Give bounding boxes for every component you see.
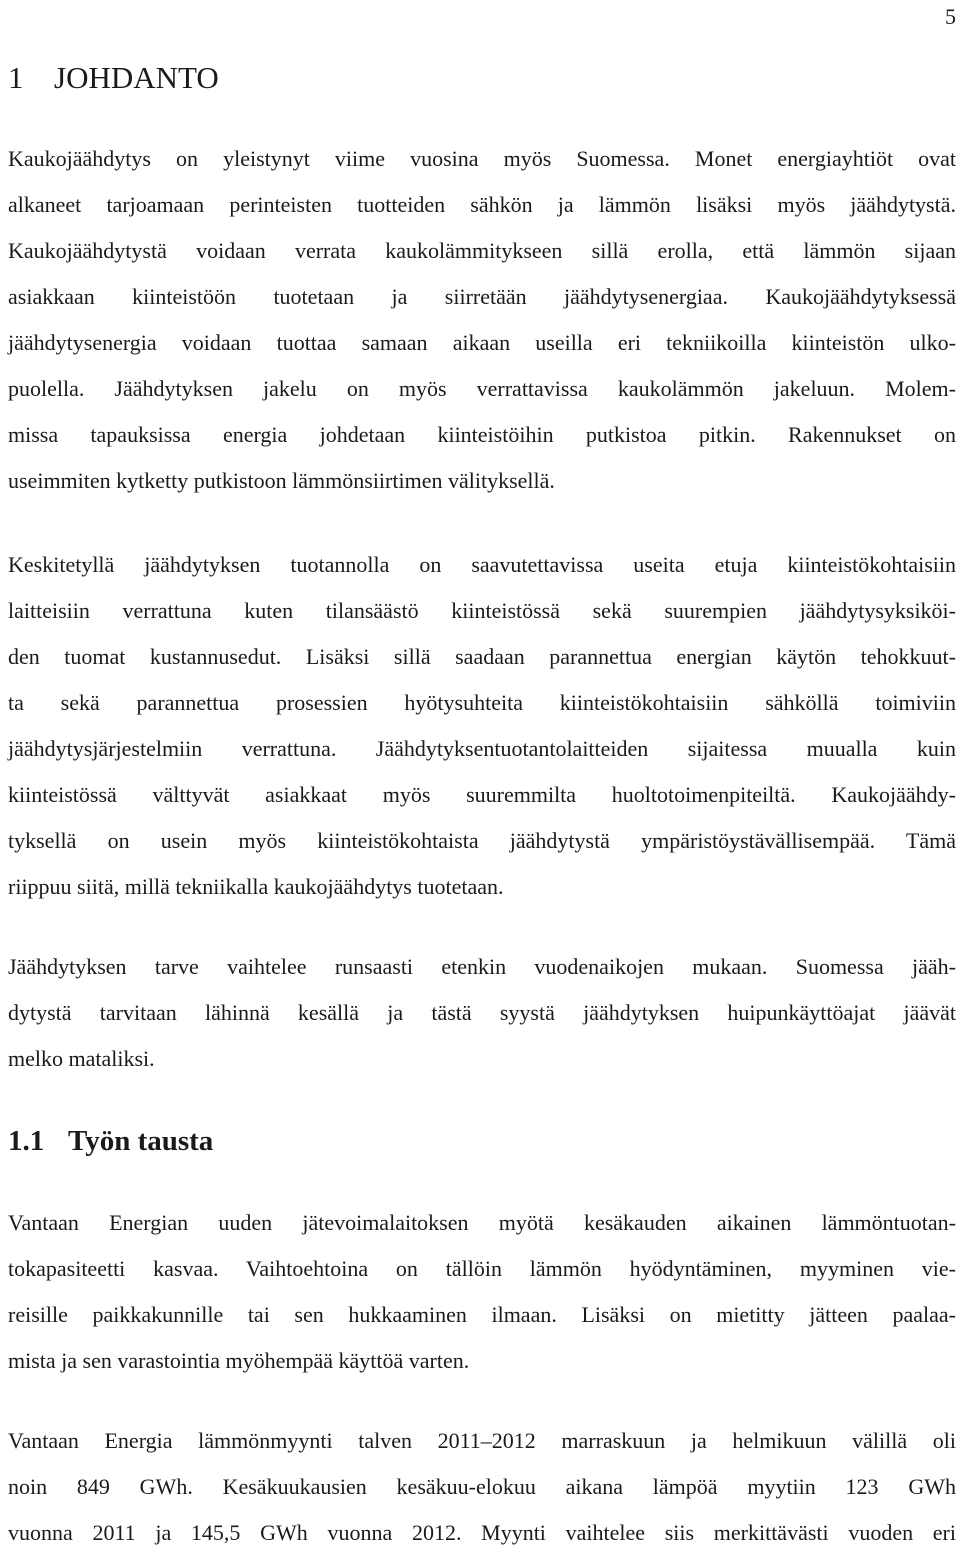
paragraph-line: puolella. Jäähdytyksen jakelu on myös verrattavissa kaukolämmön jakeluun. Molem- <box>8 376 956 401</box>
paragraph-line: Kaukojäähdytys on yleistynyt viime vuosina myös Suomessa. Monet energiayhtiöt ovat <box>8 146 956 171</box>
paragraph-line: missa tapauksissa energia johdetaan kiinteistöihin putkistoa pitkin. Rakennukset on <box>8 422 956 447</box>
chapter-title: JOHDANTO <box>54 60 219 95</box>
paragraph-line: kiinteistössä välttyvät asiakkaat myös suuremmilta huoltotoimenpiteiltä. Kaukojäähdy- <box>8 782 956 807</box>
paragraph <box>8 1418 956 1556</box>
chapter-number: 1 <box>8 60 24 95</box>
paragraph-line: reisille paikkakunnille tai sen hukkaaminen ilmaan. Lisäksi on mietitty jätteen paalaa- <box>8 1302 956 1327</box>
paragraph-line: Vantaan Energian uuden jätevoimalaitoksen myötä kesäkauden aikainen lämmöntuotan- <box>8 1210 956 1235</box>
paragraph-line: asiakkaan kiinteistöön tuotetaan ja siirretään jäähdytysenergiaa. Kaukojäähdytyksessä <box>8 284 956 309</box>
paragraph <box>8 1200 956 1384</box>
paragraph-line: tokapasiteetti kasvaa. Vaihtoehtoina on tällöin lämmön hyödyntäminen, myyminen vie- <box>8 1256 956 1281</box>
paragraph-line: ta sekä parannettua prosessien hyötysuhteita kiinteistökohtaisiin sähköllä toimiviin <box>8 690 956 715</box>
paragraph-line: useimmiten kytketty putkistoon lämmönsiirtimen välityksellä. <box>8 468 555 493</box>
paragraph-line: Vantaan Energia lämmönmyynti talven 2011–2012 marraskuun ja helmikuun välillä oli <box>8 1428 956 1453</box>
paragraph-line: den tuomat kustannusedut. Lisäksi sillä saadaan parannettua energian käytön tehokkuut- <box>8 644 956 669</box>
paragraph-line: noin 849 GWh. Kesäkuukausien kesäkuu-elokuu aikana lämpöä myytiin 123 GWh <box>8 1474 956 1499</box>
paragraph-line: Kaukojäähdytystä voidaan verrata kaukolämmitykseen sillä erolla, että lämmön sijaan <box>8 238 956 263</box>
paragraph <box>8 542 956 910</box>
paragraph-line: mista ja sen varastointia myöhempää käyttöä varten. <box>8 1348 470 1373</box>
paragraph-line: jäähdytysenergia voidaan tuottaa samaan aikaan useilla eri tekniikoilla kiinteistön ulko- <box>8 330 956 355</box>
section-heading <box>8 1122 213 1160</box>
paragraph <box>8 136 956 504</box>
chapter-heading <box>8 58 219 98</box>
paragraph-line: laitteisiin verrattuna kuten tilansäästö kiinteistössä sekä suurempien jäähdytysyksiköi- <box>8 598 956 623</box>
section-title: Työn tausta <box>68 1125 214 1157</box>
paragraph-line: Keskitetyllä jäähdytyksen tuotannolla on saavutettavissa useita etuja kiinteistökohtaisiin <box>8 552 956 577</box>
paragraph-line: Jäähdytyksen tarve vaihtelee runsaasti etenkin vuodenaikojen mukaan. Suomessa jääh- <box>8 954 956 979</box>
section-number: 1.1 <box>8 1125 45 1157</box>
paragraph-line: tyksellä on usein myös kiinteistökohtaista jäähdytystä ympäristöystävällisempää. Tämä <box>8 828 956 853</box>
paragraph-line: melko mataliksi. <box>8 1046 155 1071</box>
page-number: 5 <box>945 4 956 29</box>
paragraph <box>8 944 956 1082</box>
paragraph-line: alkaneet tarjoamaan perinteisten tuotteiden sähkön ja lämmön lisäksi myös jäähdytystä. <box>8 192 956 217</box>
paragraph-line: jäähdytysjärjestelmiin verrattuna. Jäähdytyksentuotantolaitteiden sijaitessa muualla kuin <box>8 736 956 761</box>
paragraph-line: vuonna 2011 ja 145,5 GWh vuonna 2012. Myynti vaihtelee siis merkittävästi vuoden eri <box>8 1520 956 1545</box>
paragraph-line: dytystä tarvitaan lähinnä kesällä ja tästä syystä jäähdytyksen huipunkäyttöajat jäävät <box>8 1000 956 1025</box>
paragraph-line: riippuu siitä, millä tekniikalla kaukojäähdytys tuotetaan. <box>8 874 504 899</box>
